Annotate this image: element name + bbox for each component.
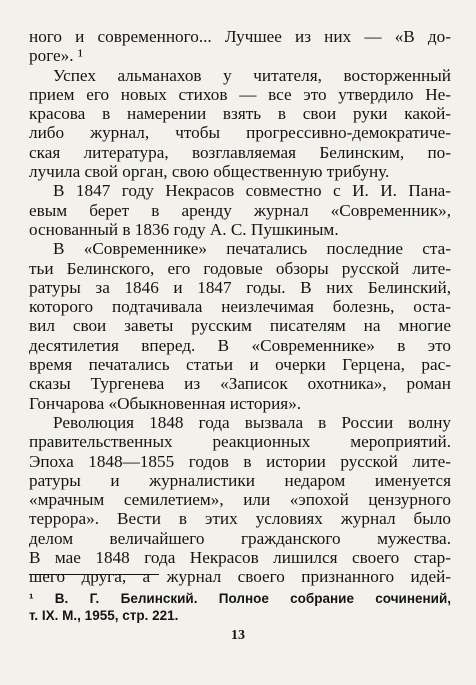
text-line: прием его новых стихов — все это утвердило Не- bbox=[29, 84, 451, 104]
text-line: евым берет в аренду журнал «Современник», bbox=[29, 200, 451, 220]
text-line: основанный в 1836 году А. С. Пушкиным. bbox=[29, 219, 339, 239]
text-line: которого подтачивала неизлечимая болезнь, оста- bbox=[29, 297, 451, 317]
text-line: террора». Вести в этих условиях журнал было bbox=[29, 509, 451, 529]
text-line: ратуры за 1846 и 1847 годы. В них Белинский, bbox=[29, 277, 451, 297]
text-line: В «Современнике» печатались последние ста- bbox=[53, 239, 451, 259]
page-number: 13 bbox=[231, 628, 245, 643]
text-line: ратуры и журналистики недаром именуется bbox=[29, 470, 451, 490]
text-line: вил свои заветы русским писателям на многие bbox=[29, 316, 451, 336]
text-line: десятилетия вперед. В «Современнике» в это bbox=[29, 335, 451, 355]
text-line: Гончарова «Обыкновенная история». bbox=[29, 393, 302, 413]
text-line: лучила свой орган, свою общественную трибуну. bbox=[29, 162, 390, 182]
text-line: правительственных реакционных мероприятий. bbox=[29, 432, 451, 452]
text-line: Революция 1848 года вызвала в России волну bbox=[53, 412, 451, 432]
footnote-line: т. IX. М., 1955, стр. 221. bbox=[29, 608, 179, 623]
text-line: «мрачным семилетием», или «эпохой цензурного bbox=[29, 490, 451, 510]
text-line: делом величайшего гражданского мужества. bbox=[29, 528, 451, 548]
text-line: сказы Тургенева из «Записок охотника», роман bbox=[29, 374, 451, 394]
text-line: роге». ¹ bbox=[29, 46, 83, 66]
footnote-line: ¹ В. Г. Белинский. Полное собрание сочинений, bbox=[29, 591, 451, 606]
footnotes bbox=[29, 590, 451, 624]
text-line: Успех альманахов у читателя, восторженный bbox=[53, 65, 451, 85]
text-line: тьи Белинского, его годовые обзоры русской лите- bbox=[29, 258, 451, 278]
text-line: В мае 1848 года Некрасов лишился своего стар- bbox=[29, 548, 451, 568]
text-line: Эпоха 1848—1855 годов в истории русской лите- bbox=[29, 451, 451, 471]
text-line: либо журнал, чтобы прогрессивно-демократиче- bbox=[29, 123, 451, 143]
text-line: ного и современного... Лучшее из них — «В до- bbox=[29, 27, 451, 46]
text-line: ская литература, возглавляемая Белинским, по- bbox=[29, 142, 451, 162]
text-line: В 1847 году Некрасов совместно с И. И. Пана- bbox=[53, 181, 451, 201]
text-line: шего друга, а журнал своего признанного идей- bbox=[29, 567, 451, 587]
text-line: красова в намерении взять в свои руки какой- bbox=[29, 104, 451, 124]
footnote-divider bbox=[29, 574, 159, 575]
main-text bbox=[29, 27, 451, 587]
text-line: время печатались статьи и очерки Герцена, рас- bbox=[29, 355, 451, 375]
